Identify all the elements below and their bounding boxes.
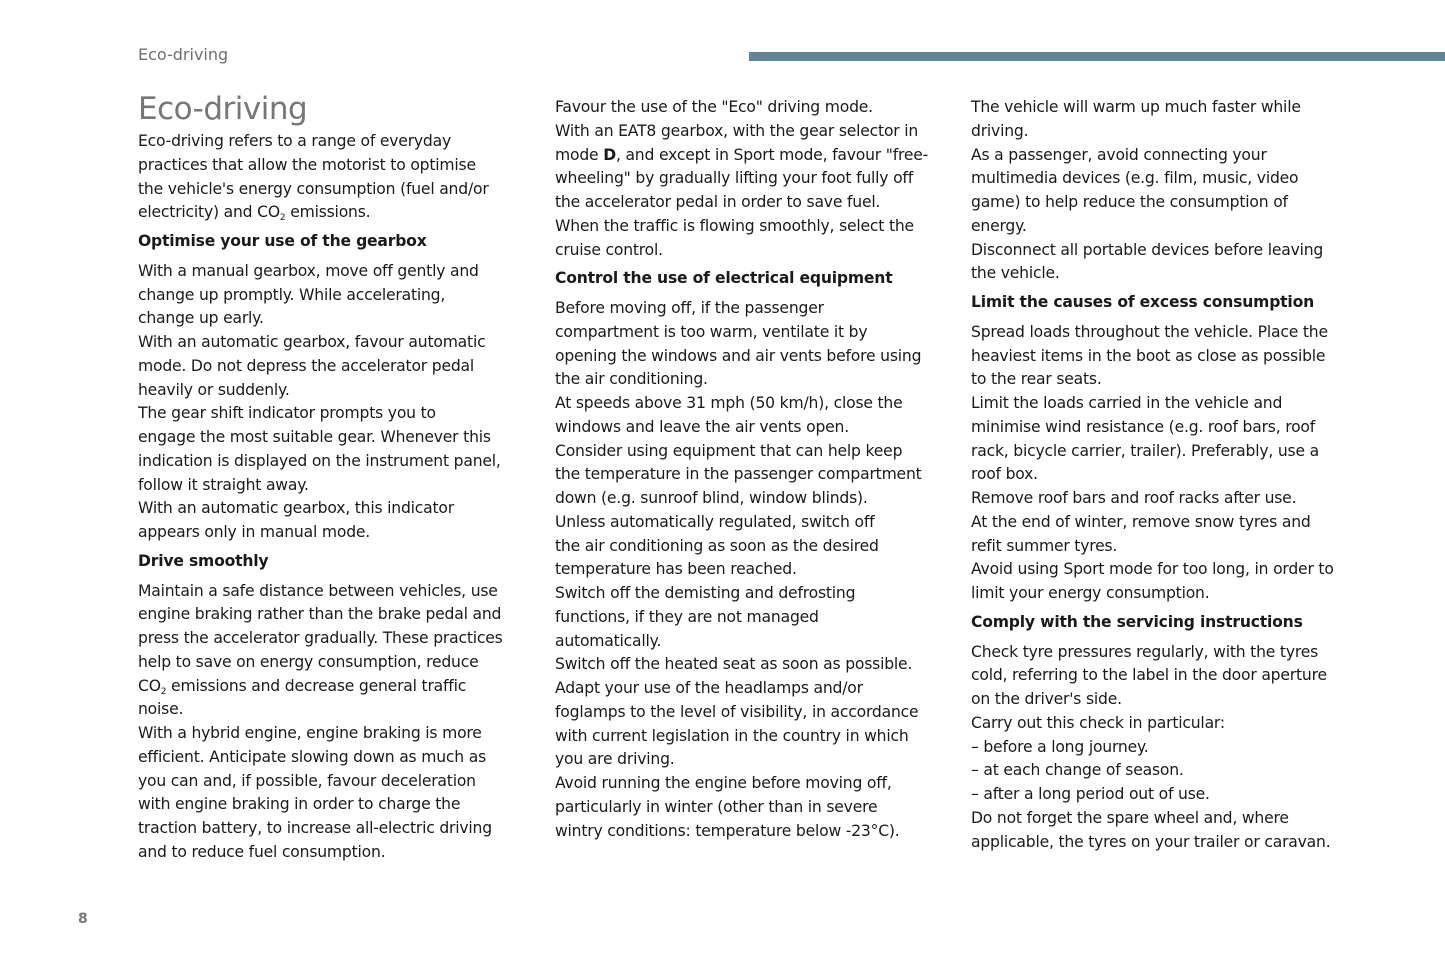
electrical-paragraph: Before moving off, if the passenger compartment is too warm, ventilate it by opening the windows and air vents before using the air conditioning. At speeds above 31 mph (50 km/h), close the windows and leave the air vents open. Consider using equipment that can help keep the temperature in the passenger compartment down (e.g. sunroof blind, window blinds). Unless automatically regulated, switch off the air conditioning as soon as the desired temperature has been reached. Switch off the demisting and defrosting functions, if they are not managed automatically. Switch off the heated seat as soon as possible. Adapt your use of the headlamps and/or foglamps to the level of visibility, in accordance with current legislation in the country in which you are driving. Avoid running the engine before moving off, particularly in winter (other than in severe wintry conditions: temperature below -23°C). xyxy=(555,299,922,840)
column-3 xyxy=(971,96,1371,854)
subscript: 2 xyxy=(160,686,167,697)
intro-paragraph xyxy=(138,130,538,225)
text: emissions. xyxy=(285,203,371,222)
heading-servicing: Comply with the servicing instructions xyxy=(971,612,1303,631)
servicing-paragraph: Check tyre pressures regularly, with the tyres cold, referring to the label in the door aperture on the driver's side. Carry out this check in particular: – before a long journey. – at each change of season. – after a long period out of use. Do not forget the spare wheel and, where applicable, the tyres on your trailer or caravan. xyxy=(971,642,1331,851)
gearbox-paragraph: With a manual gearbox, move off gently and change up promptly. While accelerating, change up early. With an automatic gearbox, favour automatic mode. Do not depress the accelerator pedal heavily or suddenly. The gear shift indicator prompts you to engage the most suitable gear. Whenever this indication is displayed on the instrument panel, follow it straight away. With an automatic gearbox, this indicator appears only in manual mode. xyxy=(138,261,501,541)
heading-electrical: Control the use of electrical equipment xyxy=(555,269,893,288)
text: Maintain a safe distance between vehicles, use engine braking rather than the brake pedal and press the accelerator gradually. These practices help to save on energy consumption, reduce CO xyxy=(138,581,503,695)
warm-up-paragraph: The vehicle will warm up much faster while driving. As a passenger, avoid connecting your multimedia devices (e.g. film, music, video game) to help reduce the consumption of energy. Disconnect all portable devices before leaving the vehicle. xyxy=(971,98,1324,283)
heading-excess: Limit the causes of excess consumption xyxy=(971,293,1314,311)
eco-mode-paragraph xyxy=(555,96,955,262)
bold-mode-letter: D xyxy=(603,145,616,164)
text: Favour the use of the "Eco" driving mode. With an EAT8 gearbox, with the gear selector in mode xyxy=(555,98,919,164)
running-header: Eco-driving xyxy=(138,45,229,64)
text: , and except in Sport mode, favour "free- wheeling" by gradually lifting your foot fully off the accelerator pedal in order to save fuel. When the traffic is flowing smoothly, select the cruise control. xyxy=(555,145,929,259)
heading-gearbox: Optimise your use of the gearbox xyxy=(138,232,427,250)
text: emissions and decrease general traffic noise. With a hybrid engine, engine braking is more efficient. Anticipate slowing down as much as you can and, if possible, favour deceleration with engine braking in order to charge the traction battery, to increase all-electric driving and to reduce fuel consumption. xyxy=(138,676,492,861)
drive-smoothly-paragraph xyxy=(138,580,538,865)
subscript: 2 xyxy=(279,213,286,224)
heading-drive-smoothly: Drive smoothly xyxy=(138,551,269,570)
column-1 xyxy=(138,90,538,865)
text: Eco-driving refers to a range of everyday practices that allow the motorist to optimise the vehicle's energy consumption (fuel and/or electricity) and CO xyxy=(138,132,489,222)
page-number: 8 xyxy=(78,911,88,927)
header-accent-bar xyxy=(749,52,1445,61)
excess-paragraph: Spread loads throughout the vehicle. Place the heaviest items in the boot as close as possible to the rear seats. Limit the loads carried in the vehicle and minimise wind resistance (e.g. roof bars, roof rack, bicycle carrier, trailer). Preferably, use a roof box. Remove roof bars and roof racks after use. At the end of winter, remove snow tyres and refit summer tyres. Avoid using Sport mode for too long, in order to limit your energy consumption. xyxy=(971,322,1334,602)
page-title: Eco-driving xyxy=(138,91,308,127)
column-2 xyxy=(555,96,955,843)
